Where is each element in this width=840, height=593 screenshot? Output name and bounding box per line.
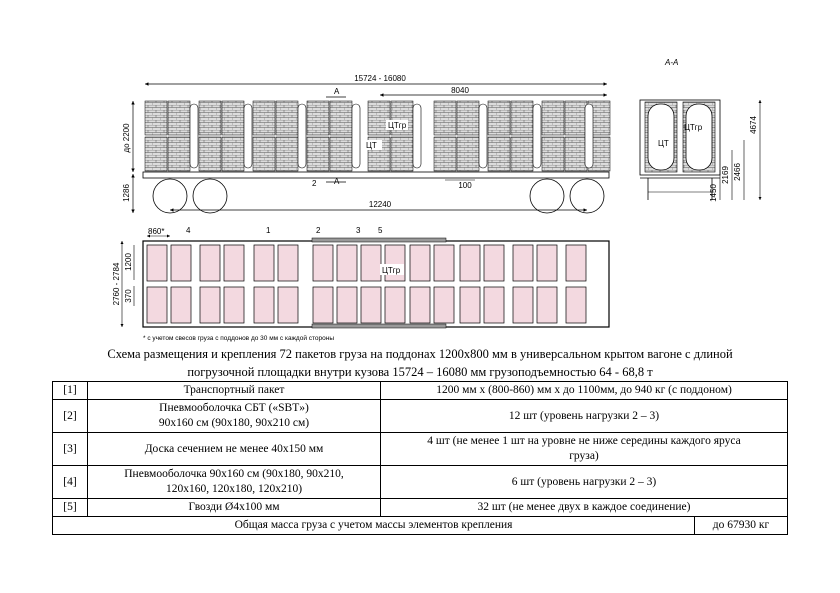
plan-pack [410, 245, 430, 281]
plan-pack [200, 287, 220, 323]
dim-plan-1200: 1200 [124, 253, 133, 271]
side-airbag [190, 104, 198, 168]
airbag-section [686, 104, 712, 170]
side-pack [488, 137, 510, 171]
wheel [570, 179, 604, 213]
side-pack [276, 137, 298, 171]
side-airbag [413, 104, 421, 168]
row-value: 1200 мм х (800-860) мм х до 1100мм, до 940 кг (с поддоном) [381, 382, 788, 400]
row-name: Пневмооболочка СБТ («SBT») 90х160 см (90х180, 90х210 см) [88, 400, 381, 433]
side-pack [488, 101, 510, 135]
row-value: 6 шт (уровень нагрузки 2 – 3) [381, 466, 788, 499]
dim-section-4674: 4674 [749, 116, 758, 134]
plan-pack [460, 245, 480, 281]
row-value: 4 шт (не менее 1 шт на уровне не ниже середины каждого яруса груза) [381, 433, 788, 466]
side-pack [457, 101, 479, 135]
plan-pack [200, 245, 220, 281]
row-name: Транспортный пакет [88, 382, 381, 400]
side-pack [307, 101, 329, 135]
dim-section-2466: 2466 [733, 163, 742, 181]
caption-line-1: Схема размещения и крепления 72 пакетов груза на поддонах 1200х800 мм в универсальном крытом вагоне с длиной [107, 347, 733, 361]
board-bottom [312, 324, 446, 328]
plan-pack [537, 245, 557, 281]
footnote: * с учетом свесов груза с поддонов до 30 мм с каждой стороны [143, 335, 335, 342]
plan-pack [434, 245, 454, 281]
side-airbag [244, 104, 252, 168]
side-pack [542, 101, 564, 135]
side-airbag [585, 104, 593, 168]
side-pack [253, 137, 275, 171]
row-index: [1] [53, 382, 88, 400]
callout-4: 4 [186, 226, 191, 235]
plan-pack [254, 245, 274, 281]
plan-pack [484, 245, 504, 281]
plan-pack [434, 287, 454, 323]
plan-pack [361, 245, 381, 281]
side-pack [168, 137, 190, 171]
dim-section-1450: 1450 [709, 184, 718, 202]
dim-base-length: 12240 [368, 200, 392, 209]
total-label: Общая масса груза с учетом массы элементов крепления [53, 517, 695, 535]
dim-plan-370: 370 [124, 289, 133, 303]
side-pack [145, 101, 167, 135]
row-index: [4] [53, 466, 88, 499]
board-top [312, 238, 446, 242]
plan-pack [484, 287, 504, 323]
table-row [53, 499, 788, 517]
side-pack [330, 137, 352, 171]
plan-pack [361, 287, 381, 323]
side-pack [307, 137, 329, 171]
side-pack [222, 101, 244, 135]
side-pack [457, 137, 479, 171]
plan-pack [566, 287, 586, 323]
table-row [53, 433, 788, 466]
plan-pack [337, 287, 357, 323]
side-pack [542, 137, 564, 171]
plan-pack [171, 287, 191, 323]
plan-pack [460, 287, 480, 323]
section-view [640, 58, 760, 202]
plan-pack [171, 245, 191, 281]
table-row [53, 382, 788, 400]
side-airbag [298, 104, 306, 168]
side-pack [276, 101, 298, 135]
plan-pack [385, 287, 405, 323]
cg-cargo-label: ЦТгр [388, 121, 407, 130]
side-pack [565, 101, 587, 135]
row-index: [2] [53, 400, 88, 433]
plan-pack [313, 287, 333, 323]
row-name: Доска сечением не менее 40х150 мм [88, 433, 381, 466]
side-pack [511, 137, 533, 171]
scheme-caption [40, 345, 800, 381]
plan-pack [385, 245, 405, 281]
callout-5: 5 [378, 226, 383, 235]
side-pack [199, 101, 221, 135]
section-cg-cargo-label: ЦТгр [684, 123, 703, 132]
plan-pack [147, 287, 167, 323]
table-row [53, 400, 788, 433]
side-pack [565, 137, 587, 171]
side-pack [330, 101, 352, 135]
row-name: Пневмооболочка 90х160 см (90х180, 90х210, 120х160, 120х180, 120х210) [88, 466, 381, 499]
side-airbag [533, 104, 541, 168]
plan-pack [513, 245, 533, 281]
row-value: 32 шт (не менее двух в каждое соединение) [381, 499, 788, 517]
plan-pack [313, 245, 333, 281]
callout-1: 1 [266, 226, 271, 235]
dim-plan-860: 860* [148, 227, 165, 236]
callout-2-side: 2 [312, 179, 317, 188]
plan-pack [278, 287, 298, 323]
side-pack [145, 137, 167, 171]
dim-gap: 100 [458, 181, 472, 190]
plan-pack [254, 287, 274, 323]
section-cg-label: ЦТ [658, 139, 669, 148]
side-view [122, 74, 610, 213]
table-total-row [53, 517, 788, 535]
plan-cargo-packs [147, 245, 586, 323]
dim-plan-2760: 2760 - 2784 [112, 262, 121, 306]
plan-pack [410, 287, 430, 323]
section-title: А-А [665, 58, 679, 67]
plan-pack [278, 245, 298, 281]
side-pack [199, 137, 221, 171]
side-airbag [479, 104, 487, 168]
plan-pack [147, 245, 167, 281]
side-airbag [352, 104, 360, 168]
side-pack [434, 101, 456, 135]
plan-pack [513, 287, 533, 323]
section-marker-top: А [334, 87, 340, 96]
dim-half-length: 8040 [451, 86, 469, 95]
side-pack [434, 137, 456, 171]
section-marker-bottom: А [334, 177, 340, 186]
plan-view [112, 226, 609, 342]
row-index: [5] [53, 499, 88, 517]
table-row [53, 466, 788, 499]
airbag-section [648, 104, 674, 170]
callout-2: 2 [316, 226, 321, 235]
wheel [153, 179, 187, 213]
plan-cg-label: ЦТгр [382, 266, 401, 275]
callout-3: 3 [356, 226, 361, 235]
plan-pack [566, 245, 586, 281]
dim-overall-length: 15724 - 16080 [354, 74, 406, 83]
row-name: Гвозди Ø4х100 мм [88, 499, 381, 517]
total-value: до 67930 кг [695, 517, 788, 535]
row-value: 12 шт (уровень нагрузки 2 – 3) [381, 400, 788, 433]
side-pack [253, 101, 275, 135]
row-index: [3] [53, 433, 88, 466]
plan-pack [224, 287, 244, 323]
plan-pack [337, 245, 357, 281]
dim-section-2169: 2169 [721, 166, 730, 184]
dim-height-2200: до 2200 [122, 123, 131, 153]
fastening-spec-table [52, 381, 788, 535]
side-pack [391, 137, 413, 171]
dim-height-1286: 1286 [122, 184, 131, 202]
side-pack [511, 101, 533, 135]
wheel [193, 179, 227, 213]
plan-pack [224, 245, 244, 281]
wheel [530, 179, 564, 213]
caption-line-2: погрузочной площадки внутри кузова 15724 – 16080 мм грузоподъемностью 64 - 68,8 т [187, 365, 653, 379]
plan-pack [537, 287, 557, 323]
side-pack [222, 137, 244, 171]
side-pack [168, 101, 190, 135]
cg-label: ЦТ [366, 141, 377, 150]
